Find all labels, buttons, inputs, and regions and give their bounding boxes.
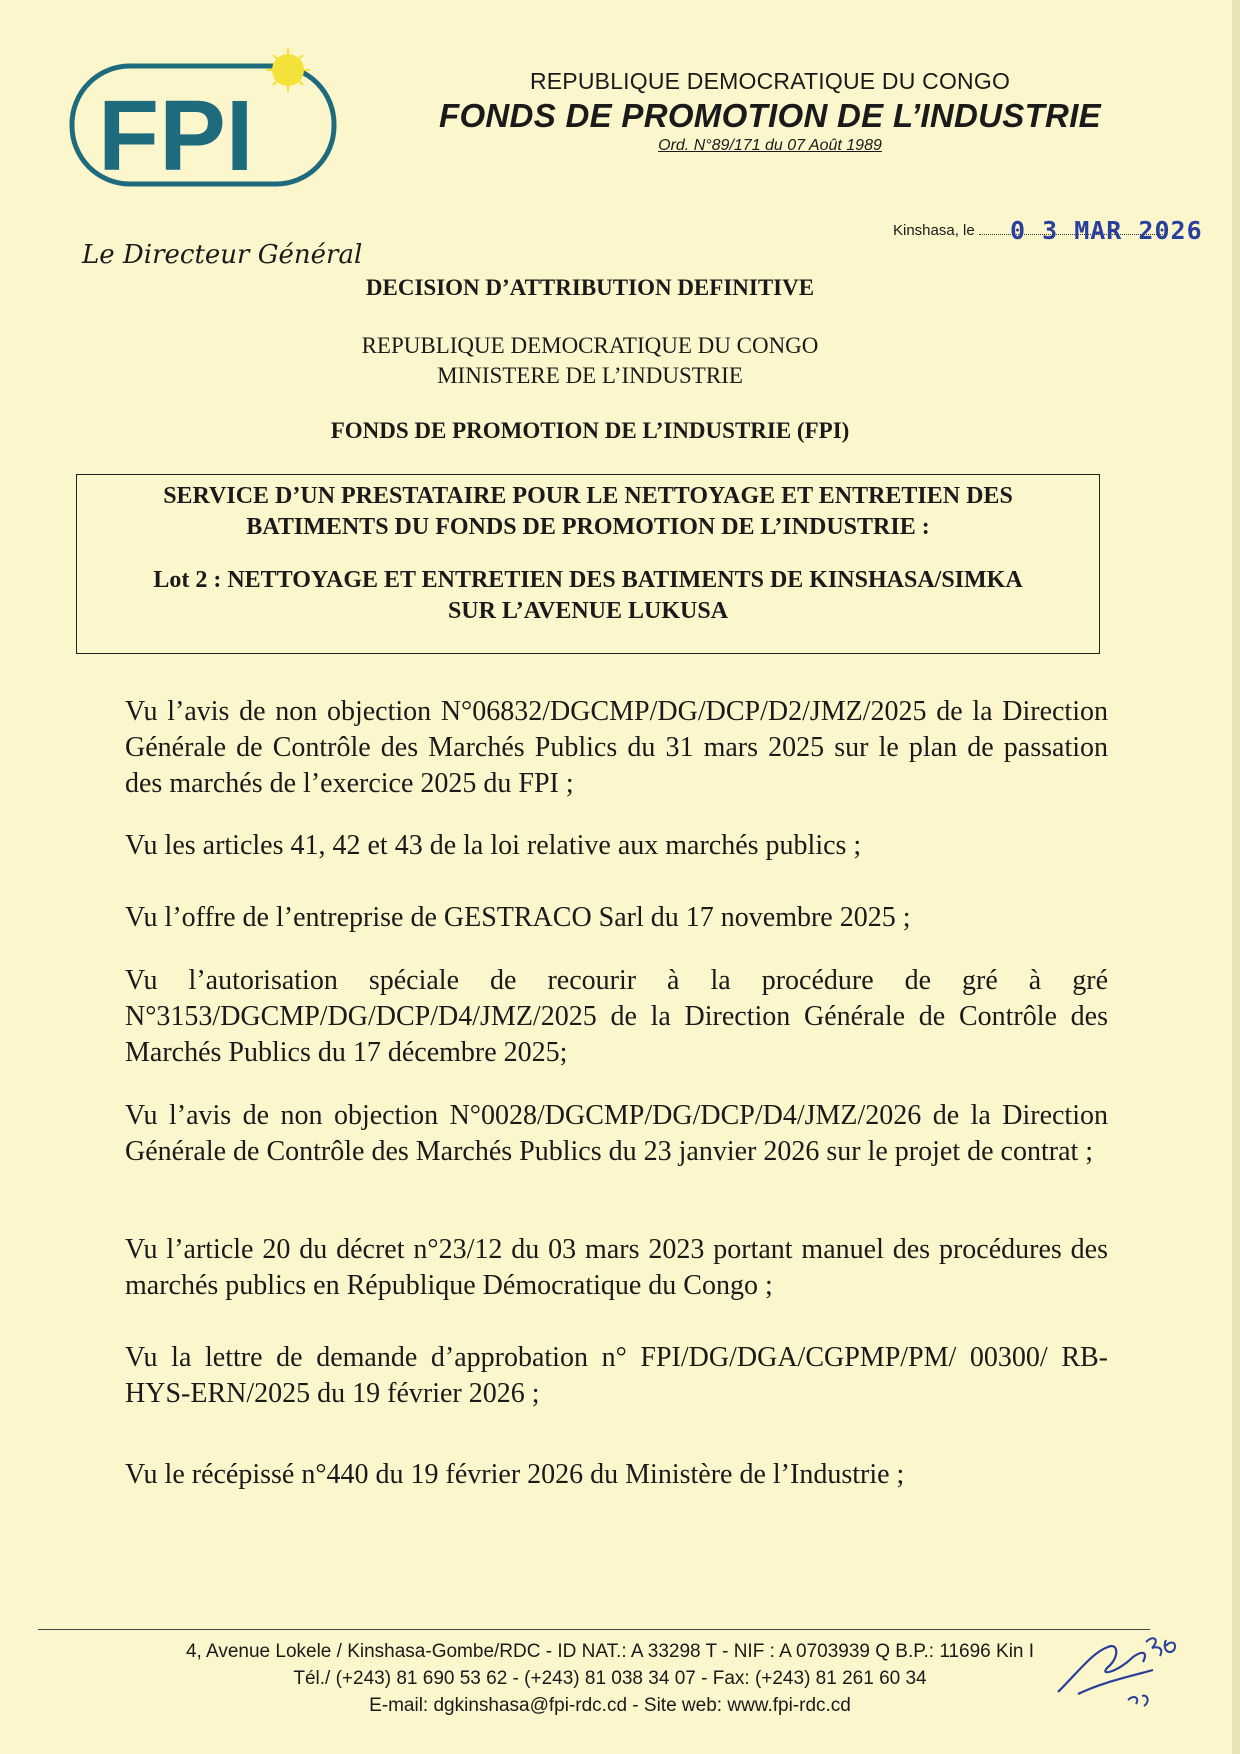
fpi-title: FONDS DE PROMOTION DE L’INDUSTRIE (FPI) [330, 418, 850, 443]
footer-contact: E-mail: dgkinshasa@fpi-rdc.cd - Site web: www.fpi-rdc.cd [369, 1695, 851, 1716]
paragraph-6: Vu l’article 20 du décret n°23/12 du 03 mars 2023 portant manuel des procédures des marchés publics en République Démocratique du Congo ; [125, 1234, 1108, 1301]
paragraph-1: Vu l’avis de non objection N°06832/DGCMP/DG/DCP/D2/JMZ/2025 de la Direction Générale de Contrôle des Marchés Publics du 31 mars 2025 sur le plan de passation des marchés de l’exercice 2025 du FPI ; [125, 696, 1108, 799]
lot-line-1: Lot 2 : NETTOYAGE ET ENTRETIEN DES BATIMENTS DE KINSHASA/SIMKA [153, 567, 1023, 593]
republic-ministry-block [0, 331, 1180, 391]
ministry-line: MINISTERE DE L’INDUSTRIE [437, 363, 743, 388]
service-line-1: SERVICE D’UN PRESTATAIRE POUR LE NETTOYAGE ET ENTRETIEN DES [163, 483, 1013, 509]
page-edge [1232, 0, 1240, 1754]
service-line-2: BATIMENTS DU FONDS DE PROMOTION DE L’INDUSTRIE : [246, 514, 930, 540]
signatory-title: Le Directeur Général [82, 240, 363, 270]
lot-line-2: SUR L’AVENUE LUKUSA [447, 598, 729, 624]
footer-divider [38, 1629, 1150, 1630]
footer-phone: Tél./ (+243) 81 690 53 62 - (+243) 81 038 34 07 - Fax: (+243) 81 261 60 34 [293, 1668, 927, 1689]
paragraph-8: Vu le récépissé n°440 du 19 février 2026 du Ministère de l’Industrie ; [125, 1459, 905, 1490]
republic-line: REPUBLIQUE DEMOCRATIQUE DU CONGO [361, 333, 819, 358]
place-prefix: Kinshasa, le [893, 222, 975, 239]
fpi-logo [68, 48, 348, 188]
footer [110, 1638, 1110, 1719]
paragraph-3: Vu l’offre de l’entreprise de GESTRACO Sarl du 17 novembre 2025 ; [125, 902, 911, 933]
header-republic: REPUBLIQUE DEMOCRATIQUE DU CONGO [529, 68, 1011, 94]
logo-text: FPI [98, 80, 254, 188]
header-ordinance: Ord. N°89/171 du 07 Août 1989 [658, 137, 882, 154]
footer-address: 4, Avenue Lokele / Kinshasa-Gombe/RDC - ID NAT.: A 33298 T - NIF : A 0703939 Q B.P.: 11696 Kin I [185, 1641, 1035, 1662]
paragraph-4: Vu l’autorisation spéciale de recourir à la procédure de gré à gré N°3153/DGCMP/DG/DCP/D4/JMZ/2025 de la Direction Générale de Contrôle des Marchés Publics du 17 décembre 2025; [125, 965, 1108, 1068]
decision-title: DECISION D’ATTRIBUTION DEFINITIVE [365, 275, 815, 300]
lot-title [77, 565, 1099, 627]
date-stamp: 0 3 MAR 2026 [1010, 216, 1203, 245]
paragraph-5: Vu l’avis de non objection N°0028/DGCMP/DG/DCP/D4/JMZ/2026 de la Direction Générale de Contrôle des Marchés Publics du 23 janvier 2026 sur le projet de contrat ; [125, 1100, 1108, 1167]
handwritten-initials [1048, 1612, 1188, 1722]
header-fonds: FONDS DE PROMOTION DE L’INDUSTRIE [439, 97, 1101, 134]
service-title [77, 481, 1099, 543]
letterhead [390, 68, 1150, 155]
subject-box [76, 474, 1100, 654]
paragraph-7: Vu la lettre de demande d’approbation n° FPI/DG/DGA/CGPMP/PM/ 00300/ RB-HYS-ERN/2025 du 19 février 2026 ; [125, 1342, 1108, 1409]
paragraph-2: Vu les articles 41, 42 et 43 de la loi relative aux marchés publics ; [125, 830, 862, 861]
